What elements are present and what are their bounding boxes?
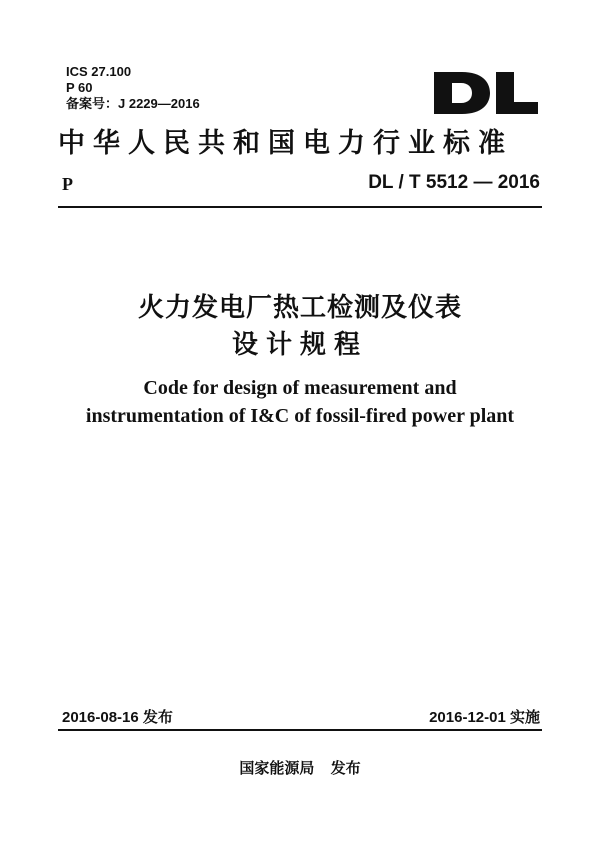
standard-number: DL / T 5512 — 2016 <box>368 172 540 193</box>
classification-letter: P <box>62 174 73 194</box>
issue-date: 2016-08-16 发布 <box>62 709 173 726</box>
issuer-action: 发布 <box>330 760 361 777</box>
dl-logo <box>432 70 540 116</box>
issuer-name: 国家能源局 <box>239 760 315 777</box>
issuer <box>0 757 600 778</box>
ics-code: ICS 27.100 <box>66 64 132 79</box>
title-en-line1: Code for design of measurement and <box>143 377 457 399</box>
implementation-date: 2016-12-01 实施 <box>429 709 540 726</box>
title-zh-line2: 设计规程 <box>231 330 368 360</box>
top-divider <box>58 206 542 208</box>
title-en-line2: instrumentation of I&C of fossil-fired power plant <box>85 405 515 427</box>
record-number: 备案号：J 2229—2016 <box>66 96 200 111</box>
standard-category: 中华人民共和国电力行业标准 <box>58 128 513 159</box>
classification-code: P 60 <box>66 80 93 95</box>
bottom-divider <box>58 729 542 731</box>
title-zh-line1: 火力发电厂热工检测及仪表 <box>137 293 462 323</box>
